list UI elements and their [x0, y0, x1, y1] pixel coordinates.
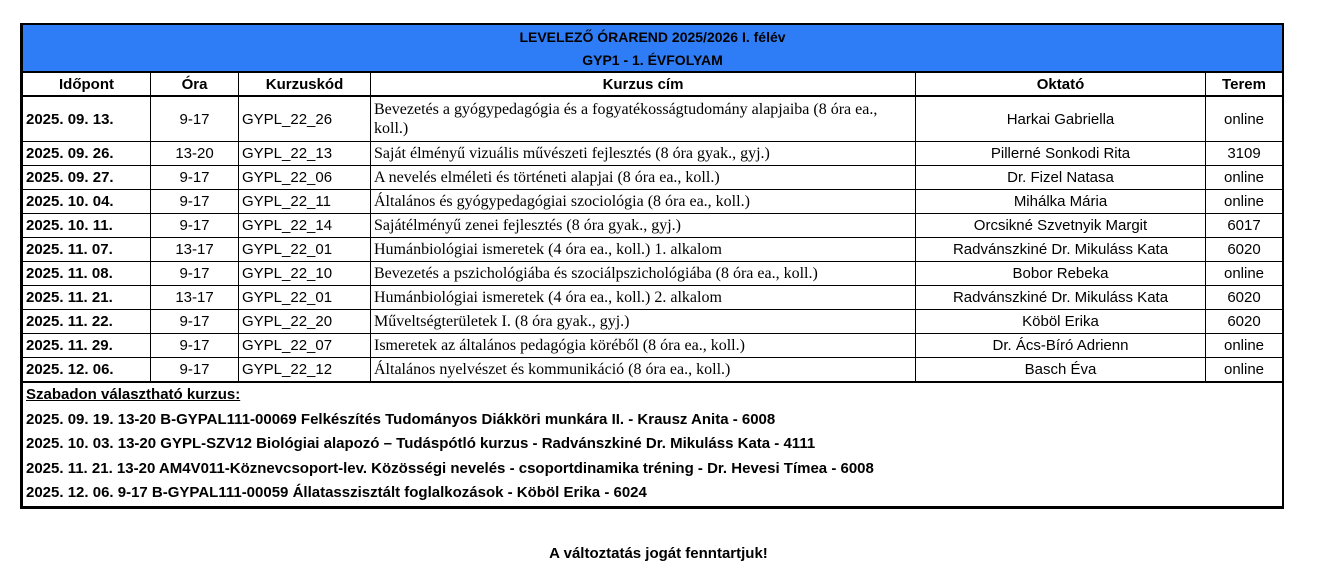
table-row	[23, 334, 1283, 358]
elective-item: 2025. 09. 19. 13-20 B-GYPAL111-00069 Felkészítés Tudományos Diákköri munkára II. - Krausz Anita - 6008	[26, 410, 776, 428]
course-title-cell: Általános nyelvészet és kommunikáció (8 óra ea., koll.)	[371, 358, 916, 383]
col-header-code: Kurzuskód	[239, 72, 371, 96]
hours-cell: 9-17	[151, 190, 239, 214]
room-cell: 6020	[1206, 310, 1283, 334]
course-title-cell: Bevezetés a gyógypedagógia és a fogyatékosságtudomány alapjaiba (8 óra ea., koll.)	[371, 96, 916, 142]
header-row	[23, 72, 1283, 96]
hours-cell: 13-17	[151, 286, 239, 310]
course-title-cell: Bevezetés a pszichológiába és szociálpszichológiába (8 óra ea., koll.)	[371, 262, 916, 286]
room-cell: 3109	[1206, 142, 1283, 166]
elective-item: 2025. 10. 03. 13-20 GYPL-SZV12 Biológiai alapozó – Tudáspótló kurzus - Radvánszkiné Dr. Mikuláss Kata - 4111	[26, 435, 816, 453]
hours-cell: 13-17	[151, 238, 239, 262]
table-row	[23, 166, 1283, 190]
table-row	[23, 358, 1283, 383]
teacher-cell: Mihálka Mária	[916, 190, 1206, 214]
code-cell: GYPL_22_12	[239, 358, 371, 383]
col-header-teacher: Oktató	[916, 72, 1206, 96]
table-row	[23, 190, 1283, 214]
date-cell: 2025. 11. 07.	[23, 238, 151, 262]
date-cell: 2025. 10. 04.	[23, 190, 151, 214]
teacher-cell: Harkai Gabriella	[916, 96, 1206, 142]
col-header-date: Időpont	[23, 72, 151, 96]
room-cell: online	[1206, 358, 1283, 383]
course-title-cell: Műveltségterületek I. (8 óra gyak., gyj.)	[371, 310, 916, 334]
date-cell: 2025. 11. 29.	[23, 334, 151, 358]
hours-cell: 9-17	[151, 310, 239, 334]
hours-cell: 9-17	[151, 166, 239, 190]
elective-heading: Szabadon választható kurzus:	[26, 386, 241, 403]
hours-cell: 9-17	[151, 96, 239, 142]
schedule-table	[22, 25, 1283, 507]
room-cell: online	[1206, 334, 1283, 358]
code-cell: GYPL_22_13	[239, 142, 371, 166]
date-cell: 2025. 09. 13.	[23, 96, 151, 142]
timetable	[20, 23, 1284, 509]
table-row	[23, 214, 1283, 238]
course-title-cell: Sajátélményű zenei fejlesztés (8 óra gyak., gyj.)	[371, 214, 916, 238]
schedule-title: LEVELEZŐ ÓRAREND 2025/2026 I. félév	[23, 25, 1283, 48]
code-cell: GYPL_22_07	[239, 334, 371, 358]
code-cell: GYPL_22_01	[239, 238, 371, 262]
date-cell: 2025. 11. 08.	[23, 262, 151, 286]
code-cell: GYPL_22_01	[239, 286, 371, 310]
subtitle-row	[23, 48, 1283, 72]
date-cell: 2025. 11. 22.	[23, 310, 151, 334]
disclaimer-note: A változtatás jogát fenntartjuk!	[549, 545, 768, 562]
course-title-cell: A nevelés elméleti és történeti alapjai (8 óra ea., koll.)	[371, 166, 916, 190]
room-cell: online	[1206, 166, 1283, 190]
room-cell: online	[1206, 190, 1283, 214]
hours-cell: 9-17	[151, 214, 239, 238]
teacher-cell: Dr. Fizel Natasa	[916, 166, 1206, 190]
elective-item: 2025. 12. 06. 9-17 B-GYPAL111-00059 Állatasszisztált foglalkozások - Köböl Erika - 6024	[26, 484, 647, 502]
teacher-cell: Bobor Rebeka	[916, 262, 1206, 286]
code-cell: GYPL_22_10	[239, 262, 371, 286]
course-title-cell: Általános és gyógypedagógiai szociológia (8 óra ea., koll.)	[371, 190, 916, 214]
elective-section	[23, 382, 1283, 506]
teacher-cell: Basch Éva	[916, 358, 1206, 383]
code-cell: GYPL_22_06	[239, 166, 371, 190]
teacher-cell: Orcsikné Szvetnyik Margit	[916, 214, 1206, 238]
teacher-cell: Köböl Erika	[916, 310, 1206, 334]
table-row	[23, 96, 1283, 142]
hours-cell: 9-17	[151, 358, 239, 383]
date-cell: 2025. 09. 26.	[23, 142, 151, 166]
code-cell: GYPL_22_20	[239, 310, 371, 334]
schedule-subtitle: GYP1 - 1. ÉVFOLYAM	[23, 48, 1283, 72]
teacher-cell: Pillerné Sonkodi Rita	[916, 142, 1206, 166]
date-cell: 2025. 12. 06.	[23, 358, 151, 383]
col-header-room: Terem	[1206, 72, 1283, 96]
table-row	[23, 238, 1283, 262]
hours-cell: 9-17	[151, 334, 239, 358]
room-cell: 6017	[1206, 214, 1283, 238]
table-row	[23, 262, 1283, 286]
table-row	[23, 310, 1283, 334]
hours-cell: 13-20	[151, 142, 239, 166]
room-cell: 6020	[1206, 286, 1283, 310]
elective-item: 2025. 11. 21. 13-20 AM4V011-Köznevcsoport-lev. Közösségi nevelés - csoportdinamika tréning - Dr. Hevesi Tímea - 6008	[26, 459, 874, 477]
course-title-cell: Ismeretek az általános pedagógia köréből (8 óra ea., koll.)	[371, 334, 916, 358]
table-row	[23, 286, 1283, 310]
date-cell: 2025. 10. 11.	[23, 214, 151, 238]
code-cell: GYPL_22_14	[239, 214, 371, 238]
date-cell: 2025. 11. 21.	[23, 286, 151, 310]
course-title-cell: Saját élményű vizuális művészeti fejlesztés (8 óra gyak., gyj.)	[371, 142, 916, 166]
hours-cell: 9-17	[151, 262, 239, 286]
col-header-course: Kurzus cím	[371, 72, 916, 96]
teacher-cell: Radvánszkiné Dr. Mikuláss Kata	[916, 238, 1206, 262]
table-row	[23, 142, 1283, 166]
date-cell: 2025. 09. 27.	[23, 166, 151, 190]
course-title-cell: Humánbiológiai ismeretek (4 óra ea., koll.) 2. alkalom	[371, 286, 916, 310]
elective-box	[23, 382, 1283, 506]
code-cell: GYPL_22_11	[239, 190, 371, 214]
room-cell: online	[1206, 96, 1283, 142]
room-cell: online	[1206, 262, 1283, 286]
room-cell: 6020	[1206, 238, 1283, 262]
col-header-hours: Óra	[151, 72, 239, 96]
title-row	[23, 25, 1283, 48]
teacher-cell: Radvánszkiné Dr. Mikuláss Kata	[916, 286, 1206, 310]
teacher-cell: Dr. Ács-Bíró Adrienn	[916, 334, 1206, 358]
schedule-rows	[23, 96, 1283, 382]
code-cell: GYPL_22_26	[239, 96, 371, 142]
course-title-cell: Humánbiológiai ismeretek (4 óra ea., koll.) 1. alkalom	[371, 238, 916, 262]
